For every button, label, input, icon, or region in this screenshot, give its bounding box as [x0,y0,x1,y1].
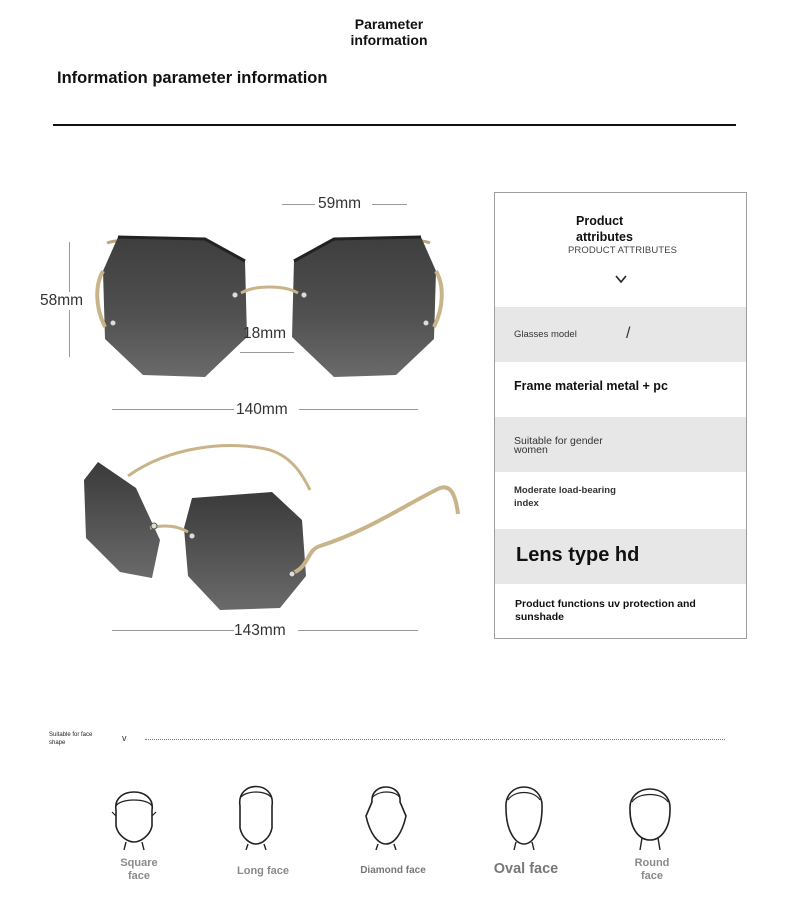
lens-width-line-left [282,204,315,205]
attr-row-load-bearing [495,472,746,529]
frame-material-text: Frame material metal + pc [514,379,668,393]
bridge-line [240,352,294,353]
attr-row-lens-type [495,529,746,584]
load-bearing-line1: Moderate load-bearing [514,485,616,496]
lens-width-label: 59mm [318,195,362,212]
panel-heading-en: PRODUCT ATTRIBUTES [567,245,678,256]
chevron-down-icon [614,273,628,285]
square-face-icon [104,776,164,850]
square-face-label-line2: face [127,870,151,882]
glasses-model-label: Glasses model [514,329,577,340]
lens-height-label: 58mm [40,292,84,309]
panel-header [495,193,746,307]
round-face-icon [620,776,680,850]
temple-length-line-right [298,630,418,631]
diamond-face-label: Diamond face [360,865,426,876]
page-title-line2: information [350,32,428,48]
bridge-label: 18mm [243,325,287,342]
gender-label: Suitable for gender [514,435,603,447]
oval-face-label: Oval face [493,861,559,877]
face-shape-heading-line2: shape [49,740,66,746]
divider [53,124,736,126]
functions-line1: Product functions uv protection and [515,598,696,610]
panel-heading [576,213,633,245]
frame-width-label: 140mm [236,401,288,418]
attr-row-gender [495,417,746,472]
gender-value: women [514,444,548,456]
long-face-label: Long face [237,865,289,877]
face-shape-marker: v [122,733,127,743]
frame-width-line-left [112,409,234,410]
temple-length-label: 143mm [234,622,286,639]
square-face-label [104,857,174,883]
square-face-label-line1: Square [120,857,158,869]
temple-length-line-left [112,630,234,631]
page-title [330,16,448,48]
product-attributes-panel [494,192,747,639]
page-title-line1: Parameter [354,16,424,32]
functions-line2: sunshade [515,611,565,623]
round-face-label [617,857,687,883]
diamond-face-icon [356,776,416,850]
attr-row-functions [495,584,746,639]
panel-heading-line1: Product [576,214,624,228]
dotted-divider [145,739,725,740]
frame-width-line-right [299,409,418,410]
attr-row-glasses-model [495,307,746,362]
glasses-model-value: / [626,325,631,342]
glasses-front-image [85,225,455,390]
round-face-label-line1: Round [634,857,670,869]
round-face-label-line2: face [640,870,664,882]
lens-type-text: Lens type hd [516,544,640,566]
long-face-icon [226,776,286,850]
oval-face-icon [494,776,554,850]
lens-width-line-right [372,204,407,205]
panel-heading-line2: attributes [576,230,633,244]
load-bearing-line2: index [514,498,539,509]
glasses-side-image [80,440,470,615]
face-shape-heading [49,731,92,747]
attr-row-frame-material [495,362,746,417]
face-shape-heading-line1: Suitable for face [49,732,93,738]
section-title: Information parameter information [57,69,328,87]
